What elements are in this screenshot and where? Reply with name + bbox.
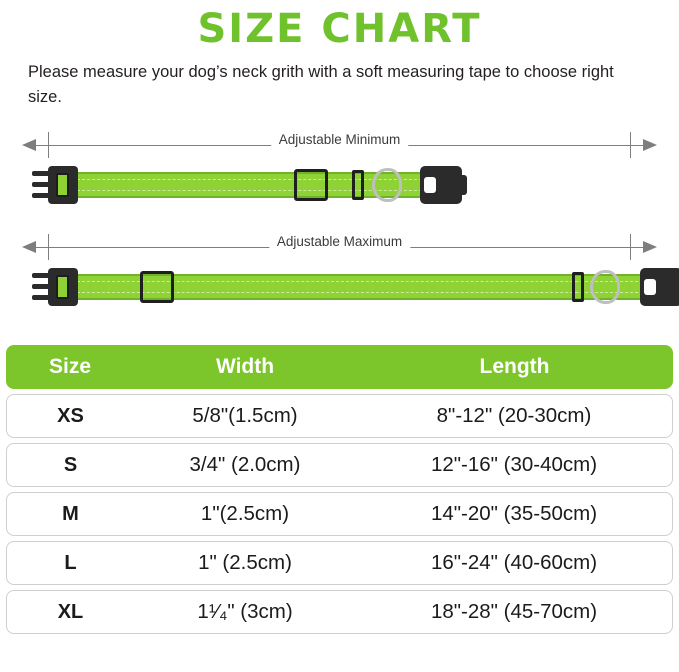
buckle-socket-icon bbox=[640, 268, 679, 306]
table-row bbox=[6, 492, 673, 536]
buckle-socket-icon bbox=[420, 166, 462, 204]
cell-length: 8"-12" (20-30cm) bbox=[356, 394, 673, 438]
column-header-length: Length bbox=[356, 345, 673, 389]
size-table bbox=[6, 340, 673, 639]
dimension-tick-left bbox=[48, 132, 49, 158]
table-row bbox=[6, 394, 673, 438]
size-table-head bbox=[6, 345, 673, 389]
arrow-right-icon bbox=[643, 139, 657, 151]
table-row bbox=[6, 541, 673, 585]
dimension-tick-right bbox=[630, 234, 631, 260]
diagram-adjustable-maximum bbox=[22, 226, 657, 326]
adjustment-slider-icon bbox=[294, 169, 328, 201]
arrow-left-icon bbox=[22, 139, 36, 151]
dimension-line-maximum bbox=[22, 234, 657, 254]
table-header-row bbox=[6, 345, 673, 389]
cell-width: 5/8"(1.5cm) bbox=[134, 394, 356, 438]
cell-size: S bbox=[6, 443, 134, 487]
page-title: SIZE CHART bbox=[197, 6, 482, 52]
keeper-loop-icon bbox=[572, 272, 584, 302]
arrow-right-icon bbox=[643, 241, 657, 253]
cell-width: 1" (2.5cm) bbox=[134, 541, 356, 585]
buckle-prong-icon bbox=[32, 268, 78, 306]
dimension-tick-left bbox=[48, 234, 49, 260]
size-table-wrapper bbox=[6, 340, 673, 639]
table-row bbox=[6, 590, 673, 634]
column-header-width: Width bbox=[134, 345, 356, 389]
buckle-prong-icon bbox=[32, 166, 78, 204]
collar-illustration-minimum bbox=[32, 160, 462, 206]
table-row bbox=[6, 443, 673, 487]
size-table-body bbox=[6, 394, 673, 634]
dimension-tick-right bbox=[630, 132, 631, 158]
dimension-label-maximum: Adjustable Maximum bbox=[269, 234, 410, 249]
cell-size: L bbox=[6, 541, 134, 585]
cell-width: 1¹⁄₄" (3cm) bbox=[134, 590, 356, 634]
column-header-size: Size bbox=[6, 345, 134, 389]
arrow-left-icon bbox=[22, 241, 36, 253]
diagram-adjustable-minimum bbox=[22, 124, 657, 220]
cell-size: XS bbox=[6, 394, 134, 438]
cell-length: 16"-24" (40-60cm) bbox=[356, 541, 673, 585]
dimension-line-minimum bbox=[22, 132, 657, 152]
measuring-instruction: Please measure your dog’s neck grith with a soft measuring tape to choose right size. bbox=[28, 63, 614, 106]
cell-width: 3/4" (2.0cm) bbox=[134, 443, 356, 487]
cell-size: XL bbox=[6, 590, 134, 634]
cell-size: M bbox=[6, 492, 134, 536]
cell-length: 14"-20" (35-50cm) bbox=[356, 492, 673, 536]
dimension-label-minimum: Adjustable Minimum bbox=[271, 132, 409, 147]
cell-length: 18"-28" (45-70cm) bbox=[356, 590, 673, 634]
adjustment-slider-icon bbox=[140, 271, 174, 303]
cell-width: 1"(2.5cm) bbox=[134, 492, 356, 536]
d-ring-icon bbox=[590, 270, 620, 304]
collar-illustration-maximum bbox=[32, 262, 679, 308]
d-ring-icon bbox=[372, 168, 402, 202]
keeper-loop-icon bbox=[352, 170, 364, 200]
cell-length: 12"-16" (30-40cm) bbox=[356, 443, 673, 487]
